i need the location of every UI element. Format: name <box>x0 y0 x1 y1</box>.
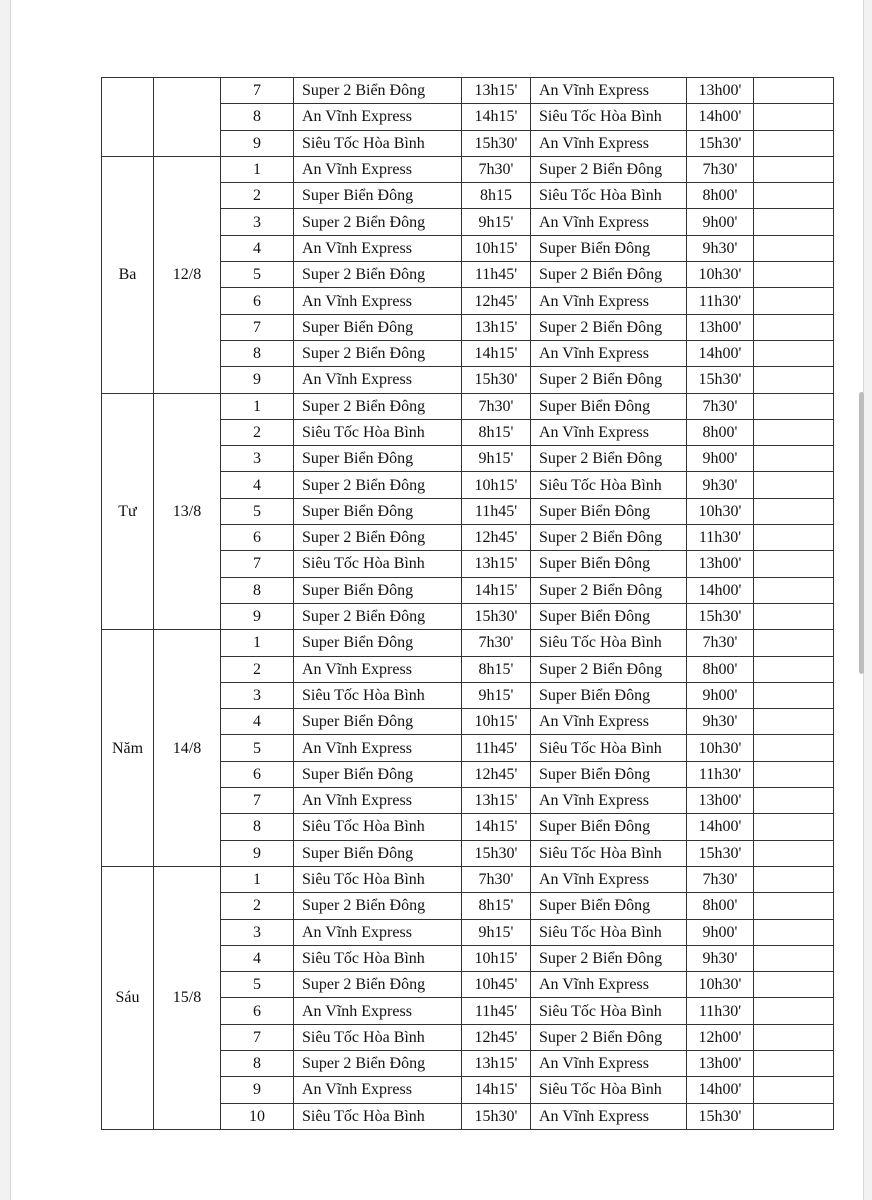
schedule-body <box>102 78 834 1130</box>
empty-cell <box>754 1024 834 1050</box>
trip-number-cell: 7 <box>221 78 294 104</box>
return-vessel-cell: Siêu Tốc Hòa Bình <box>531 104 687 130</box>
return-time-cell: 10h30' <box>687 262 754 288</box>
trip-number-cell: 6 <box>221 761 294 787</box>
departure-time-cell: 14h15' <box>462 340 531 366</box>
return-time-cell: 10h30' <box>687 972 754 998</box>
departure-time-cell: 9h15' <box>462 209 531 235</box>
return-time-cell: 12h00' <box>687 1024 754 1050</box>
return-time-cell: 10h30' <box>687 735 754 761</box>
departure-time-cell: 10h45' <box>462 972 531 998</box>
departure-time-cell: 13h15' <box>462 788 531 814</box>
date-cell: 15/8 <box>154 866 221 1129</box>
return-vessel-cell: Super Biển Đông <box>531 393 687 419</box>
return-vessel-cell: Super Biển Đông <box>531 551 687 577</box>
departure-time-cell: 13h15' <box>462 1050 531 1076</box>
return-vessel-cell: Super Biển Đông <box>531 235 687 261</box>
return-time-cell: 14h00' <box>687 1077 754 1103</box>
ferry-schedule-table <box>101 77 834 1130</box>
departure-time-cell: 7h30' <box>462 866 531 892</box>
return-time-cell: 15h30' <box>687 367 754 393</box>
empty-cell <box>754 446 834 472</box>
return-time-cell: 11h30' <box>687 761 754 787</box>
return-time-cell: 11h30' <box>687 525 754 551</box>
return-time-cell: 7h30' <box>687 866 754 892</box>
return-vessel-cell: An Vĩnh Express <box>531 1103 687 1129</box>
trip-number-cell: 8 <box>221 1050 294 1076</box>
departure-vessel-cell: An Vĩnh Express <box>294 919 462 945</box>
empty-cell <box>754 235 834 261</box>
trip-number-cell: 2 <box>221 183 294 209</box>
return-vessel-cell: An Vĩnh Express <box>531 78 687 104</box>
schedule-row <box>102 393 834 419</box>
return-time-cell: 9h30' <box>687 472 754 498</box>
departure-vessel-cell: Super Biển Đông <box>294 577 462 603</box>
departure-vessel-cell: Super Biển Đông <box>294 498 462 524</box>
departure-time-cell: 13h15' <box>462 314 531 340</box>
trip-number-cell: 8 <box>221 340 294 366</box>
schedule-row <box>102 78 834 104</box>
return-vessel-cell: An Vĩnh Express <box>531 866 687 892</box>
return-time-cell: 15h30' <box>687 840 754 866</box>
empty-cell <box>754 472 834 498</box>
empty-cell <box>754 814 834 840</box>
return-time-cell: 13h00' <box>687 314 754 340</box>
trip-number-cell: 1 <box>221 393 294 419</box>
departure-vessel-cell: An Vĩnh Express <box>294 1077 462 1103</box>
return-vessel-cell: An Vĩnh Express <box>531 972 687 998</box>
empty-cell <box>754 340 834 366</box>
trip-number-cell: 8 <box>221 577 294 603</box>
vertical-scrollbar[interactable] <box>859 392 864 674</box>
schedule-row <box>102 630 834 656</box>
return-vessel-cell: Super 2 Biển Đông <box>531 262 687 288</box>
empty-cell <box>754 709 834 735</box>
return-vessel-cell: An Vĩnh Express <box>531 709 687 735</box>
return-vessel-cell: Super Biển Đông <box>531 814 687 840</box>
departure-vessel-cell: Super Biển Đông <box>294 446 462 472</box>
empty-cell <box>754 367 834 393</box>
return-time-cell: 9h00' <box>687 446 754 472</box>
departure-time-cell: 11h45' <box>462 735 531 761</box>
departure-vessel-cell: An Vĩnh Express <box>294 104 462 130</box>
departure-vessel-cell: Siêu Tốc Hòa Bình <box>294 866 462 892</box>
empty-cell <box>754 1103 834 1129</box>
trip-number-cell: 6 <box>221 998 294 1024</box>
departure-time-cell: 14h15' <box>462 1077 531 1103</box>
empty-cell <box>754 945 834 971</box>
return-vessel-cell: Super 2 Biển Đông <box>531 156 687 182</box>
empty-cell <box>754 735 834 761</box>
return-time-cell: 13h00' <box>687 551 754 577</box>
return-vessel-cell: Siêu Tốc Hòa Bình <box>531 183 687 209</box>
trip-number-cell: 9 <box>221 603 294 629</box>
return-vessel-cell: An Vĩnh Express <box>531 130 687 156</box>
empty-cell <box>754 577 834 603</box>
empty-cell <box>754 393 834 419</box>
departure-time-cell: 8h15' <box>462 656 531 682</box>
return-time-cell: 14h00' <box>687 577 754 603</box>
return-vessel-cell: Super 2 Biển Đông <box>531 656 687 682</box>
empty-cell <box>754 262 834 288</box>
trip-number-cell: 5 <box>221 262 294 288</box>
return-time-cell: 9h00' <box>687 919 754 945</box>
departure-time-cell: 10h15' <box>462 945 531 971</box>
empty-cell <box>754 866 834 892</box>
departure-vessel-cell: Super Biển Đông <box>294 314 462 340</box>
empty-cell <box>754 630 834 656</box>
day-of-week-cell: Ba <box>102 156 154 393</box>
trip-number-cell: 8 <box>221 104 294 130</box>
day-of-week-cell: Năm <box>102 630 154 867</box>
trip-number-cell: 3 <box>221 209 294 235</box>
empty-cell <box>754 551 834 577</box>
departure-time-cell: 13h15' <box>462 78 531 104</box>
return-vessel-cell: An Vĩnh Express <box>531 1050 687 1076</box>
return-vessel-cell: Super Biển Đông <box>531 682 687 708</box>
departure-time-cell: 10h15' <box>462 235 531 261</box>
departure-vessel-cell: Siêu Tốc Hòa Bình <box>294 1103 462 1129</box>
return-vessel-cell: Siêu Tốc Hòa Bình <box>531 735 687 761</box>
empty-cell <box>754 998 834 1024</box>
return-vessel-cell: Siêu Tốc Hòa Bình <box>531 840 687 866</box>
schedule-row <box>102 866 834 892</box>
departure-time-cell: 14h15' <box>462 104 531 130</box>
empty-cell <box>754 788 834 814</box>
return-vessel-cell: Super Biển Đông <box>531 893 687 919</box>
document-page <box>10 0 864 1200</box>
trip-number-cell: 6 <box>221 525 294 551</box>
trip-number-cell: 1 <box>221 156 294 182</box>
return-time-cell: 7h30' <box>687 393 754 419</box>
return-vessel-cell: Siêu Tốc Hòa Bình <box>531 919 687 945</box>
return-vessel-cell: Super Biển Đông <box>531 761 687 787</box>
trip-number-cell: 7 <box>221 314 294 340</box>
date-cell: 12/8 <box>154 156 221 393</box>
date-cell: 13/8 <box>154 393 221 630</box>
return-time-cell: 7h30' <box>687 156 754 182</box>
trip-number-cell: 4 <box>221 709 294 735</box>
departure-time-cell: 11h45' <box>462 498 531 524</box>
trip-number-cell: 10 <box>221 1103 294 1129</box>
departure-time-cell: 11h45' <box>462 262 531 288</box>
return-vessel-cell: Super 2 Biển Đông <box>531 577 687 603</box>
departure-vessel-cell: Siêu Tốc Hòa Bình <box>294 551 462 577</box>
empty-cell <box>754 525 834 551</box>
departure-vessel-cell: Super 2 Biển Đông <box>294 393 462 419</box>
departure-vessel-cell: Super 2 Biển Đông <box>294 78 462 104</box>
departure-time-cell: 15h30' <box>462 130 531 156</box>
departure-vessel-cell: Super 2 Biển Đông <box>294 209 462 235</box>
trip-number-cell: 5 <box>221 972 294 998</box>
departure-vessel-cell: Super 2 Biển Đông <box>294 1050 462 1076</box>
trip-number-cell: 3 <box>221 919 294 945</box>
departure-time-cell: 12h45' <box>462 1024 531 1050</box>
empty-cell <box>754 682 834 708</box>
trip-number-cell: 7 <box>221 551 294 577</box>
departure-time-cell: 12h45' <box>462 525 531 551</box>
departure-time-cell: 15h30' <box>462 367 531 393</box>
departure-time-cell: 8h15 <box>462 183 531 209</box>
return-vessel-cell: An Vĩnh Express <box>531 288 687 314</box>
departure-time-cell: 15h30' <box>462 603 531 629</box>
return-vessel-cell: Super 2 Biển Đông <box>531 446 687 472</box>
trip-number-cell: 3 <box>221 682 294 708</box>
return-vessel-cell: Super 2 Biển Đông <box>531 367 687 393</box>
departure-vessel-cell: An Vĩnh Express <box>294 156 462 182</box>
departure-vessel-cell: Super Biển Đông <box>294 761 462 787</box>
departure-time-cell: 8h15' <box>462 893 531 919</box>
departure-vessel-cell: An Vĩnh Express <box>294 998 462 1024</box>
empty-cell <box>754 919 834 945</box>
return-time-cell: 9h30' <box>687 235 754 261</box>
departure-vessel-cell: Siêu Tốc Hòa Bình <box>294 814 462 840</box>
departure-vessel-cell: An Vĩnh Express <box>294 367 462 393</box>
trip-number-cell: 9 <box>221 840 294 866</box>
trip-number-cell: 4 <box>221 235 294 261</box>
return-vessel-cell: An Vĩnh Express <box>531 209 687 235</box>
schedule-row <box>102 156 834 182</box>
return-time-cell: 15h30' <box>687 603 754 629</box>
departure-time-cell: 14h15' <box>462 577 531 603</box>
empty-cell <box>754 1050 834 1076</box>
empty-cell <box>754 183 834 209</box>
empty-cell <box>754 209 834 235</box>
return-time-cell: 11h30' <box>687 288 754 314</box>
return-time-cell: 14h00' <box>687 814 754 840</box>
empty-cell <box>754 761 834 787</box>
trip-number-cell: 2 <box>221 656 294 682</box>
departure-vessel-cell: Siêu Tốc Hòa Bình <box>294 945 462 971</box>
departure-time-cell: 7h30' <box>462 630 531 656</box>
departure-time-cell: 13h15' <box>462 551 531 577</box>
return-time-cell: 8h00' <box>687 893 754 919</box>
departure-vessel-cell: Siêu Tốc Hòa Bình <box>294 130 462 156</box>
empty-cell <box>754 498 834 524</box>
day-of-week-cell: Sáu <box>102 866 154 1129</box>
empty-cell <box>754 130 834 156</box>
return-vessel-cell: Super Biển Đông <box>531 603 687 629</box>
departure-vessel-cell: An Vĩnh Express <box>294 656 462 682</box>
departure-time-cell: 7h30' <box>462 393 531 419</box>
return-time-cell: 11h30' <box>687 998 754 1024</box>
empty-cell <box>754 288 834 314</box>
return-vessel-cell: Siêu Tốc Hòa Bình <box>531 1077 687 1103</box>
trip-number-cell: 8 <box>221 814 294 840</box>
trip-number-cell: 6 <box>221 288 294 314</box>
departure-time-cell: 10h15' <box>462 472 531 498</box>
departure-time-cell: 11h45' <box>462 998 531 1024</box>
departure-vessel-cell: Super 2 Biển Đông <box>294 525 462 551</box>
return-time-cell: 9h30' <box>687 945 754 971</box>
trip-number-cell: 3 <box>221 446 294 472</box>
return-time-cell: 13h00' <box>687 1050 754 1076</box>
empty-cell <box>754 656 834 682</box>
return-vessel-cell: Super 2 Biển Đông <box>531 1024 687 1050</box>
departure-vessel-cell: An Vĩnh Express <box>294 235 462 261</box>
empty-cell <box>754 419 834 445</box>
return-time-cell: 15h30' <box>687 1103 754 1129</box>
trip-number-cell: 2 <box>221 893 294 919</box>
date-cell: 14/8 <box>154 630 221 867</box>
return-time-cell: 10h30' <box>687 498 754 524</box>
trip-number-cell: 5 <box>221 735 294 761</box>
trip-number-cell: 1 <box>221 630 294 656</box>
departure-vessel-cell: Super Biển Đông <box>294 840 462 866</box>
return-vessel-cell: Siêu Tốc Hòa Bình <box>531 998 687 1024</box>
empty-cell <box>754 156 834 182</box>
trip-number-cell: 4 <box>221 472 294 498</box>
departure-time-cell: 9h15' <box>462 682 531 708</box>
return-vessel-cell: Super 2 Biển Đông <box>531 314 687 340</box>
empty-cell <box>754 1077 834 1103</box>
return-time-cell: 8h00' <box>687 183 754 209</box>
trip-number-cell: 4 <box>221 945 294 971</box>
departure-time-cell: 12h45' <box>462 288 531 314</box>
trip-number-cell: 9 <box>221 1077 294 1103</box>
empty-cell <box>754 314 834 340</box>
departure-vessel-cell: Super 2 Biển Đông <box>294 893 462 919</box>
departure-time-cell: 7h30' <box>462 156 531 182</box>
trip-number-cell: 7 <box>221 788 294 814</box>
day-of-week-cell: Tư <box>102 393 154 630</box>
return-vessel-cell: An Vĩnh Express <box>531 419 687 445</box>
departure-time-cell: 10h15' <box>462 709 531 735</box>
departure-vessel-cell: Super 2 Biển Đông <box>294 603 462 629</box>
return-vessel-cell: Super 2 Biển Đông <box>531 525 687 551</box>
departure-vessel-cell: Super Biển Đông <box>294 630 462 656</box>
trip-number-cell: 5 <box>221 498 294 524</box>
empty-cell <box>754 78 834 104</box>
return-time-cell: 14h00' <box>687 104 754 130</box>
return-vessel-cell: An Vĩnh Express <box>531 340 687 366</box>
departure-time-cell: 12h45' <box>462 761 531 787</box>
date-cell <box>154 78 221 157</box>
return-time-cell: 8h00' <box>687 656 754 682</box>
departure-vessel-cell: Super Biển Đông <box>294 183 462 209</box>
trip-number-cell: 9 <box>221 130 294 156</box>
empty-cell <box>754 972 834 998</box>
return-vessel-cell: Siêu Tốc Hòa Bình <box>531 630 687 656</box>
empty-cell <box>754 840 834 866</box>
empty-cell <box>754 893 834 919</box>
return-time-cell: 9h00' <box>687 209 754 235</box>
return-time-cell: 13h00' <box>687 78 754 104</box>
departure-time-cell: 8h15' <box>462 419 531 445</box>
return-time-cell: 14h00' <box>687 340 754 366</box>
departure-vessel-cell: Siêu Tốc Hòa Bình <box>294 419 462 445</box>
return-time-cell: 13h00' <box>687 788 754 814</box>
departure-vessel-cell: Siêu Tốc Hòa Bình <box>294 1024 462 1050</box>
empty-cell <box>754 603 834 629</box>
departure-vessel-cell: Super 2 Biển Đông <box>294 262 462 288</box>
departure-vessel-cell: Super 2 Biển Đông <box>294 972 462 998</box>
return-time-cell: 9h00' <box>687 682 754 708</box>
return-vessel-cell: An Vĩnh Express <box>531 788 687 814</box>
trip-number-cell: 9 <box>221 367 294 393</box>
departure-time-cell: 9h15' <box>462 919 531 945</box>
return-time-cell: 7h30' <box>687 630 754 656</box>
departure-vessel-cell: Super 2 Biển Đông <box>294 472 462 498</box>
return-vessel-cell: Super 2 Biển Đông <box>531 945 687 971</box>
departure-vessel-cell: An Vĩnh Express <box>294 288 462 314</box>
return-vessel-cell: Siêu Tốc Hòa Bình <box>531 472 687 498</box>
day-of-week-cell <box>102 78 154 157</box>
empty-cell <box>754 104 834 130</box>
return-time-cell: 8h00' <box>687 419 754 445</box>
departure-vessel-cell: Super 2 Biển Đông <box>294 340 462 366</box>
departure-time-cell: 14h15' <box>462 814 531 840</box>
departure-time-cell: 15h30' <box>462 1103 531 1129</box>
trip-number-cell: 7 <box>221 1024 294 1050</box>
return-time-cell: 9h30' <box>687 709 754 735</box>
departure-vessel-cell: An Vĩnh Express <box>294 788 462 814</box>
departure-vessel-cell: Super Biển Đông <box>294 709 462 735</box>
departure-time-cell: 15h30' <box>462 840 531 866</box>
trip-number-cell: 2 <box>221 419 294 445</box>
return-time-cell: 15h30' <box>687 130 754 156</box>
departure-vessel-cell: An Vĩnh Express <box>294 735 462 761</box>
return-vessel-cell: Super Biển Đông <box>531 498 687 524</box>
trip-number-cell: 1 <box>221 866 294 892</box>
departure-vessel-cell: Siêu Tốc Hòa Bình <box>294 682 462 708</box>
departure-time-cell: 9h15' <box>462 446 531 472</box>
